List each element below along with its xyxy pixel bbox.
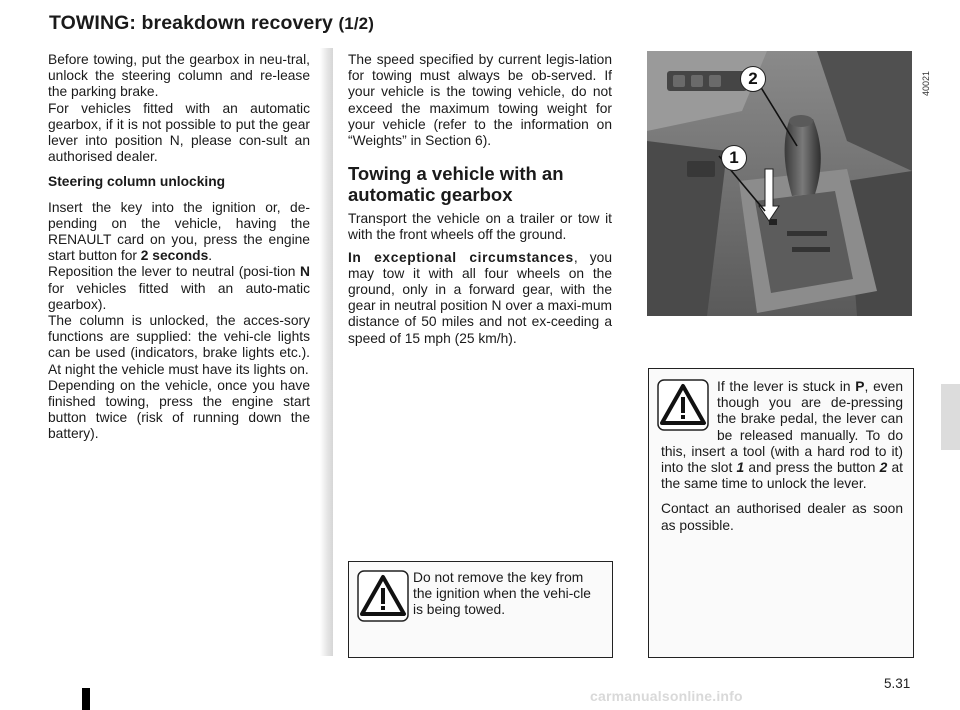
paragraph: The column is unlocked, the acces-sory functions are supplied: the vehi-cle lights can be used (indicators, brake lights etc.). At night the vehicle must have its lights on. — [48, 313, 310, 377]
callout-2: 2 — [740, 66, 766, 92]
page-number: 5.31 — [884, 676, 911, 691]
subheading: Steering column unlocking — [48, 174, 226, 190]
paragraph: In exceptional circumstances, you may tow it with all four wheels on the ground, only in a forward gear, with the gear in neutral position N over a maxi-mum distance of 50 miles and not ex-ceeding a speed of 15 mph (25 km/h). — [348, 249, 612, 346]
paragraph: Contact an authorised dealer as soon as possible. — [661, 501, 903, 533]
paragraph: Before towing, put the gearbox in neu-tral, unlock the steering column and re-lease the parking brake. — [48, 52, 310, 100]
warning-box-lever — [648, 368, 914, 658]
gear-lever-photo — [647, 51, 912, 316]
warning-triangle-icon — [357, 570, 409, 622]
bold-italic-text: 1 — [736, 460, 745, 476]
middle-column — [348, 52, 612, 347]
column-divider — [320, 48, 333, 656]
gear-lever-illustration — [647, 51, 912, 316]
paragraph: Depending on the vehicle, once you have finished towing, press the engine start button twice (risk of running down the battery). — [48, 377, 310, 442]
paragraph: Insert the key into the ignition or, de-pending on the vehicle, having the RENAULT card on you, press the engine start button for 2 seconds. — [48, 199, 310, 264]
watermark: carmanualsonline.info — [590, 688, 743, 704]
warning-triangle-icon — [657, 379, 709, 431]
section-heading: Towing a vehicle with an automatic gearbox — [348, 163, 564, 206]
bold-text: P — [855, 379, 865, 394]
bold-text: N — [300, 264, 310, 280]
title-part: (1/2) — [338, 14, 374, 33]
paragraph: The speed specified by current legis-lation for towing must always be ob-served. If your vehicle is the towing vehicle, do not exceed the maximum towing weight for your vehicle (refer to the information on “Weights” in Section 6). — [348, 52, 612, 149]
figure-code: 40021 — [921, 70, 931, 96]
title-text: TOWING: breakdown recovery — [49, 12, 333, 34]
left-column — [48, 52, 310, 443]
warning-text: Do not remove the key from the ignition when the vehi-cle is being towed. — [413, 570, 591, 618]
callout-1: 1 — [721, 145, 747, 171]
page-title — [49, 12, 374, 35]
paragraph: Transport the vehicle on a trailer or tow it with the front wheels off the ground. — [348, 211, 612, 243]
bold-text: 2 seconds — [140, 248, 209, 264]
paragraph: For vehicles fitted with an automatic gearbox, if it is not possible to put the gear lever into position N, please con-sult an authorised dealer. — [48, 100, 310, 165]
bold-italic-text: 2 — [879, 460, 888, 476]
corner-mark — [82, 688, 90, 710]
section-tab — [941, 384, 960, 450]
bold-text: In exceptional circumstances — [348, 249, 574, 265]
warning-box-key — [348, 561, 613, 658]
paragraph: If the lever is stuck in P, even though you are de-pressing the brake pedal, the lever can be released manually. To do this, insert a tool (with a hard rod to it) into the slot 1 and press the button 2 at the same time to unlock the lever. — [661, 379, 903, 492]
paragraph: Reposition the lever to neutral (posi-tion N for vehicles fitted with an auto-matic gearbox). — [48, 264, 310, 312]
